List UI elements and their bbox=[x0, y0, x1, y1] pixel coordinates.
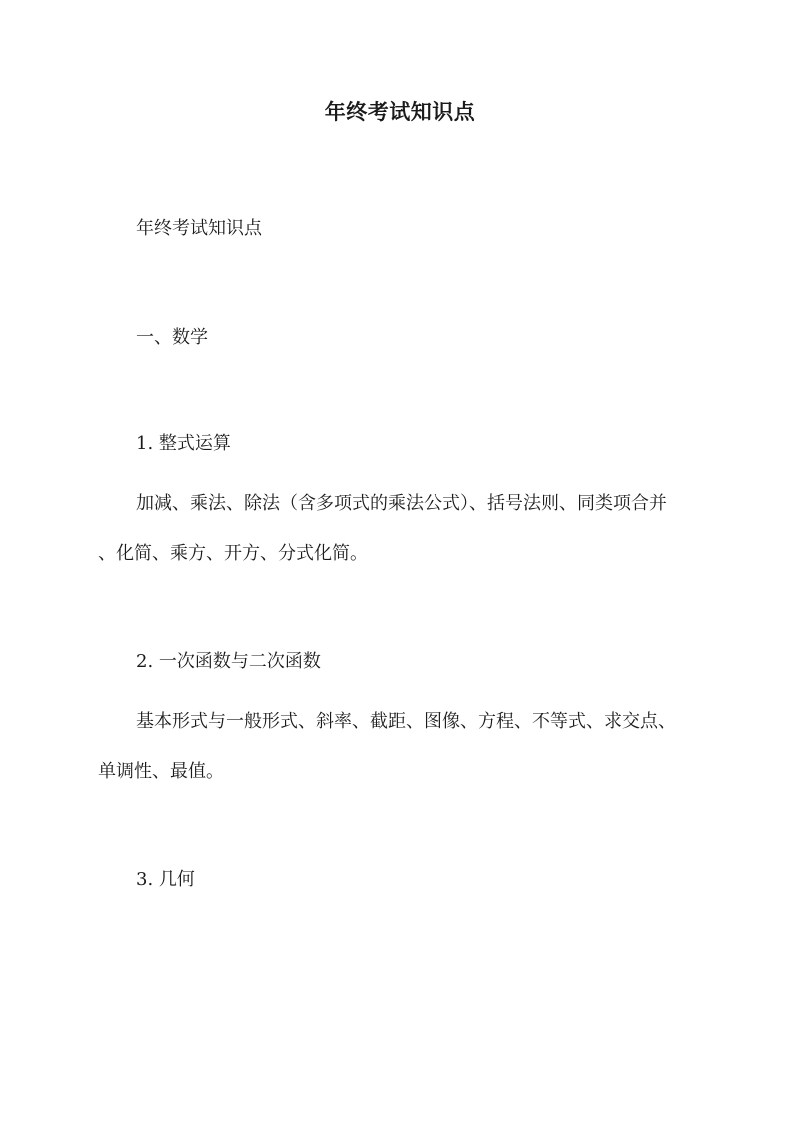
document-title: 年终考试知识点 bbox=[324, 99, 476, 124]
document-subtitle: 年终考试知识点 bbox=[136, 218, 262, 239]
item-heading-2: 2. 一次函数与二次函数 bbox=[136, 651, 321, 672]
section-heading-math: 一、数学 bbox=[136, 327, 208, 348]
item-body-1-line-2: 、化简、乘方、开方、分式化简。 bbox=[98, 543, 368, 564]
item-heading-3: 3. 几何 bbox=[136, 869, 195, 890]
item-body-2-line-1: 基本形式与一般形式、斜率、截距、图像、方程、不等式、求交点、 bbox=[136, 711, 676, 732]
item-body-1-line-1: 加减、乘法、除法（含多项式的乘法公式）、括号法则、同类项合并 bbox=[136, 493, 667, 514]
item-heading-1: 1. 整式运算 bbox=[136, 433, 231, 454]
item-body-2-line-2: 单调性、最值。 bbox=[98, 761, 224, 782]
